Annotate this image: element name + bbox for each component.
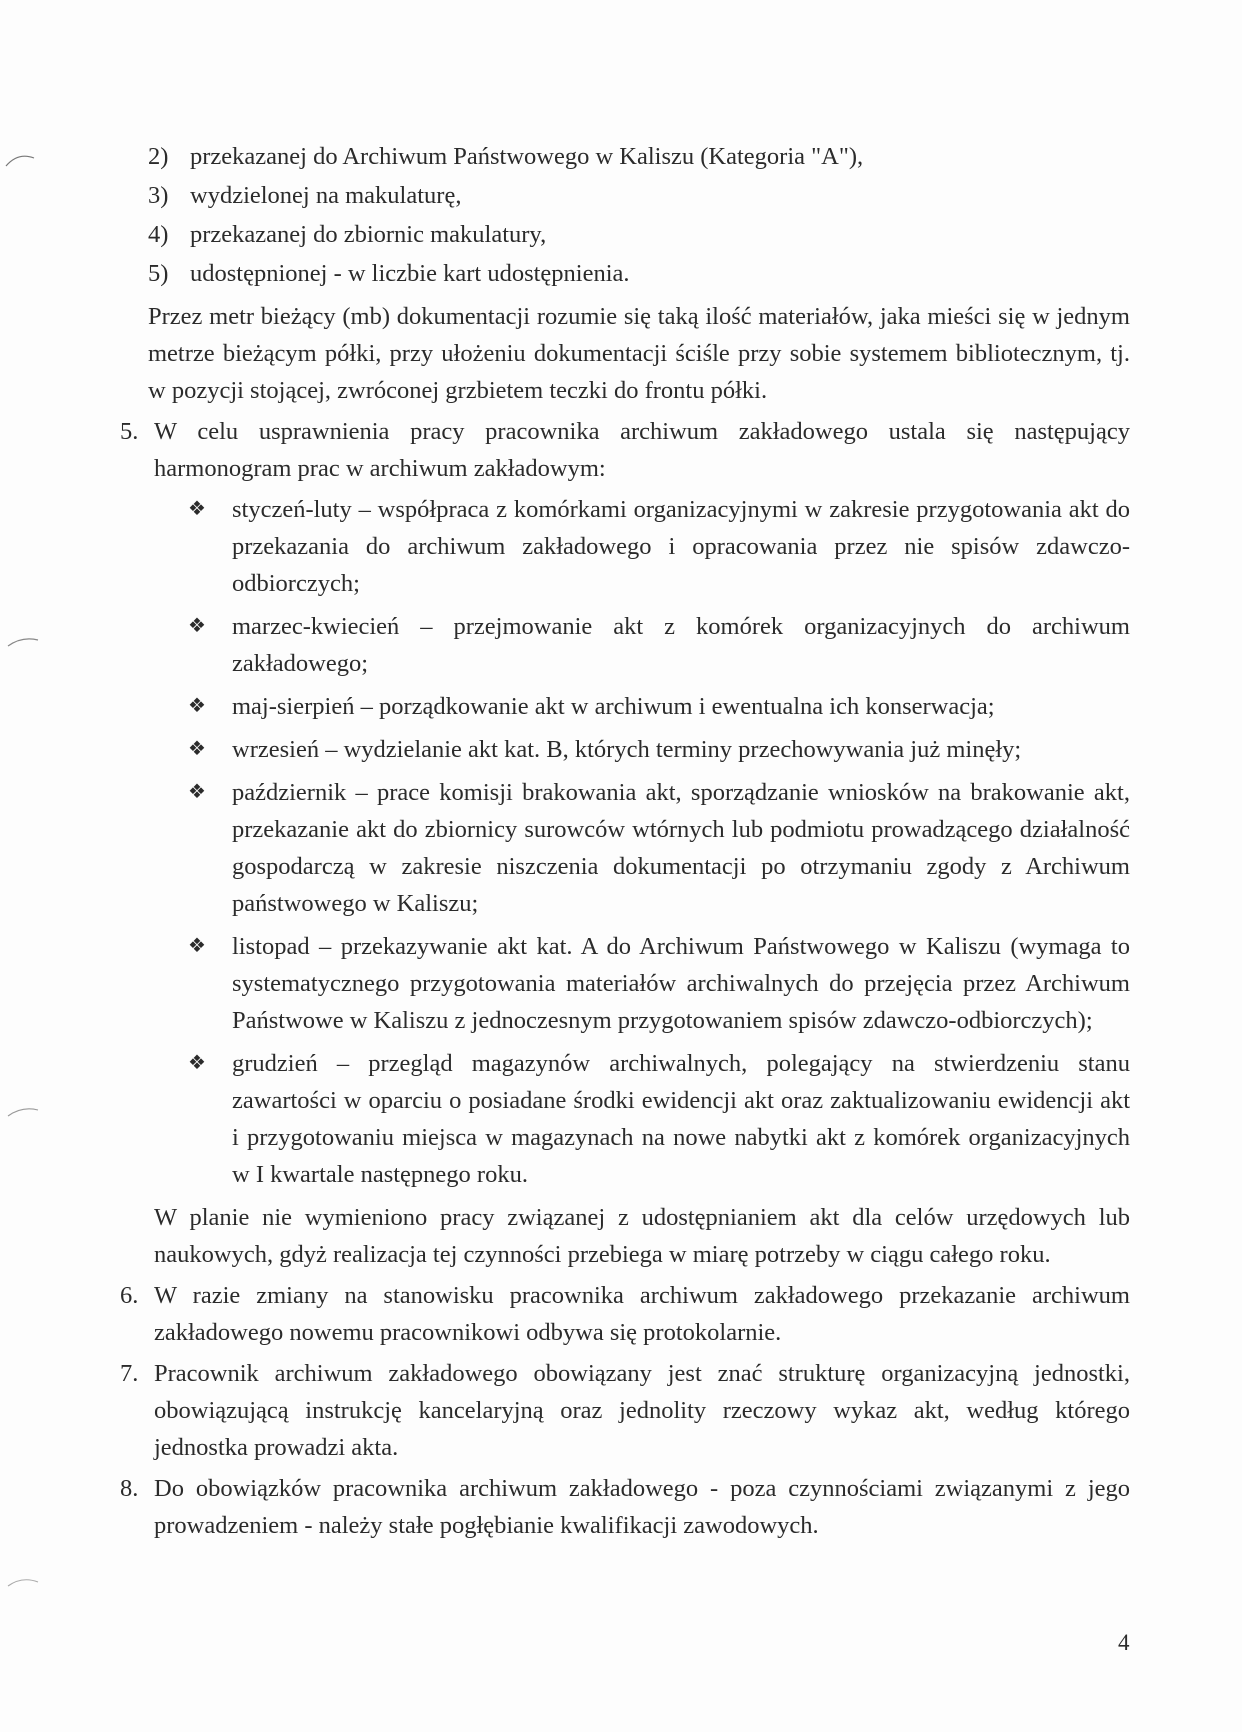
list-item: ❖ styczeń-luty – współpraca z komórkami organizacyjnymi w zakresie przygotowania akt do przekazania do archiwum zakładowego i opracowania przez nie spisów zdawczo-odbiorczych; — [188, 491, 1130, 602]
list-item: ❖ grudzień – przegląd magazynów archiwalnych, polegający na stwierdzeniu stanu zawartości w oparciu o posiadane środki ewidencji akt oraz zaktualizowaniu ewidencji akt i przygotowaniu miejsca w magazynach na nowe nabytki akt z komórek organizacyjnych w I kwartale następnego roku. — [188, 1045, 1130, 1193]
item-number: 7. — [120, 1360, 139, 1387]
diamond-bullet-icon: ❖ — [188, 738, 206, 760]
diamond-bullet-icon: ❖ — [188, 498, 206, 520]
list-item: 3) wydzielonej na makulaturę, — [148, 182, 462, 209]
definition-paragraph: Przez metr bieżący (mb) dokumentacji rozumie się taką ilość materiałów, jaka mieści się w jednym metrze bieżącym półki, przy ułożeniu dokumentacji ściśle przy sobie systemem bibliotecznym, tj. w pozycji stojącej, zwróconej grzbietem teczki do frontu półki. — [148, 303, 1130, 404]
list-item: 2) przekazanej do Archiwum Państwowego w Kaliszu (Kategoria "A"), — [148, 143, 864, 170]
page-number: 4 — [1118, 1630, 1130, 1655]
scan-mark — [6, 1100, 40, 1122]
item-number: 5. — [120, 418, 139, 445]
list-item: ❖ marzec-kwiecień – przejmowanie akt z komórek organizacyjnych do archiwum zakładowego; — [188, 608, 1130, 682]
disposition-sublist — [148, 138, 1130, 292]
scan-mark — [6, 1570, 40, 1592]
list-item: 4) przekazanej do zbiornic makulatury, — [148, 221, 547, 248]
list-item: ❖ maj-sierpień – porządkowanie akt w archiwum i ewentualna ich konserwacja; — [188, 688, 1130, 725]
list-item: ❖ wrzesień – wydzielanie akt kat. B, których terminy przechowywania już minęły; — [188, 731, 1130, 768]
numbered-item-7 — [120, 1355, 1130, 1466]
item-number: 8. — [120, 1475, 139, 1502]
numbered-item-5 — [120, 413, 1130, 1273]
numbered-item-6 — [120, 1277, 1130, 1351]
numbered-item-8 — [120, 1470, 1130, 1544]
list-item: ❖ listopad – przekazywanie akt kat. A do Archiwum Państwowego w Kaliszu (wymaga to systematycznego przygotowania materiałów archiwalnych do przejęcia przez Archiwum Państwowe w Kaliszu z jednoczesnym przygotowaniem spisów zdawczo-odbiorczych); — [188, 928, 1130, 1039]
diamond-bullet-icon: ❖ — [188, 695, 206, 717]
schedule-intro: W celu usprawnienia pracy pracownika archiwum zakładowego ustala się następujący harmonogram prac w archiwum zakładowym: — [154, 418, 1130, 482]
diamond-bullet-icon: ❖ — [188, 615, 206, 637]
list-item: ❖ październik – prace komisji brakowania akt, sporządzanie wniosków na brakowanie akt, przekazanie akt do zbiornicy surowców wtórnych lub podmiotu prowadzącego działalność gospodarczą w zakresie niszczenia dokumentacji po otrzymaniu zgody z Archiwum państwowego w Kaliszu; — [188, 774, 1130, 922]
schedule-note: W planie nie wymieniono pracy związanej z udostępnianiem akt dla celów urzędowych lub naukowych, gdyż realizacja tej czynności przebiega w miarę potrzeby w ciągu całego roku. — [154, 1204, 1130, 1268]
scan-mark — [4, 148, 38, 170]
item-number: 6. — [120, 1282, 139, 1309]
item-text: Do obowiązków pracownika archiwum zakładowego - poza czynnościami związanymi z jego prowadzeniem - należy stałe pogłębianie kwalifikacji zawodowych. — [154, 1475, 1130, 1539]
document-body — [120, 138, 1130, 1548]
item-text: Pracownik archiwum zakładowego obowiązany jest znać strukturę organizacyjną jednostki, obowiązującą instrukcję kancelaryjną oraz jednolity rzeczowy wykaz akt, według którego jednostka prowadzi akta. — [154, 1360, 1130, 1461]
diamond-bullet-icon: ❖ — [188, 935, 206, 957]
schedule-list — [188, 491, 1130, 1193]
diamond-bullet-icon: ❖ — [188, 1052, 206, 1074]
diamond-bullet-icon: ❖ — [188, 781, 206, 803]
scan-mark — [6, 630, 40, 652]
item-text: W razie zmiany na stanowisku pracownika archiwum zakładowego przekazanie archiwum zakładowego nowemu pracownikowi odbywa się protokolarnie. — [154, 1282, 1130, 1346]
list-item: 5) udostępnionej - w liczbie kart udostępnienia. — [148, 260, 630, 287]
